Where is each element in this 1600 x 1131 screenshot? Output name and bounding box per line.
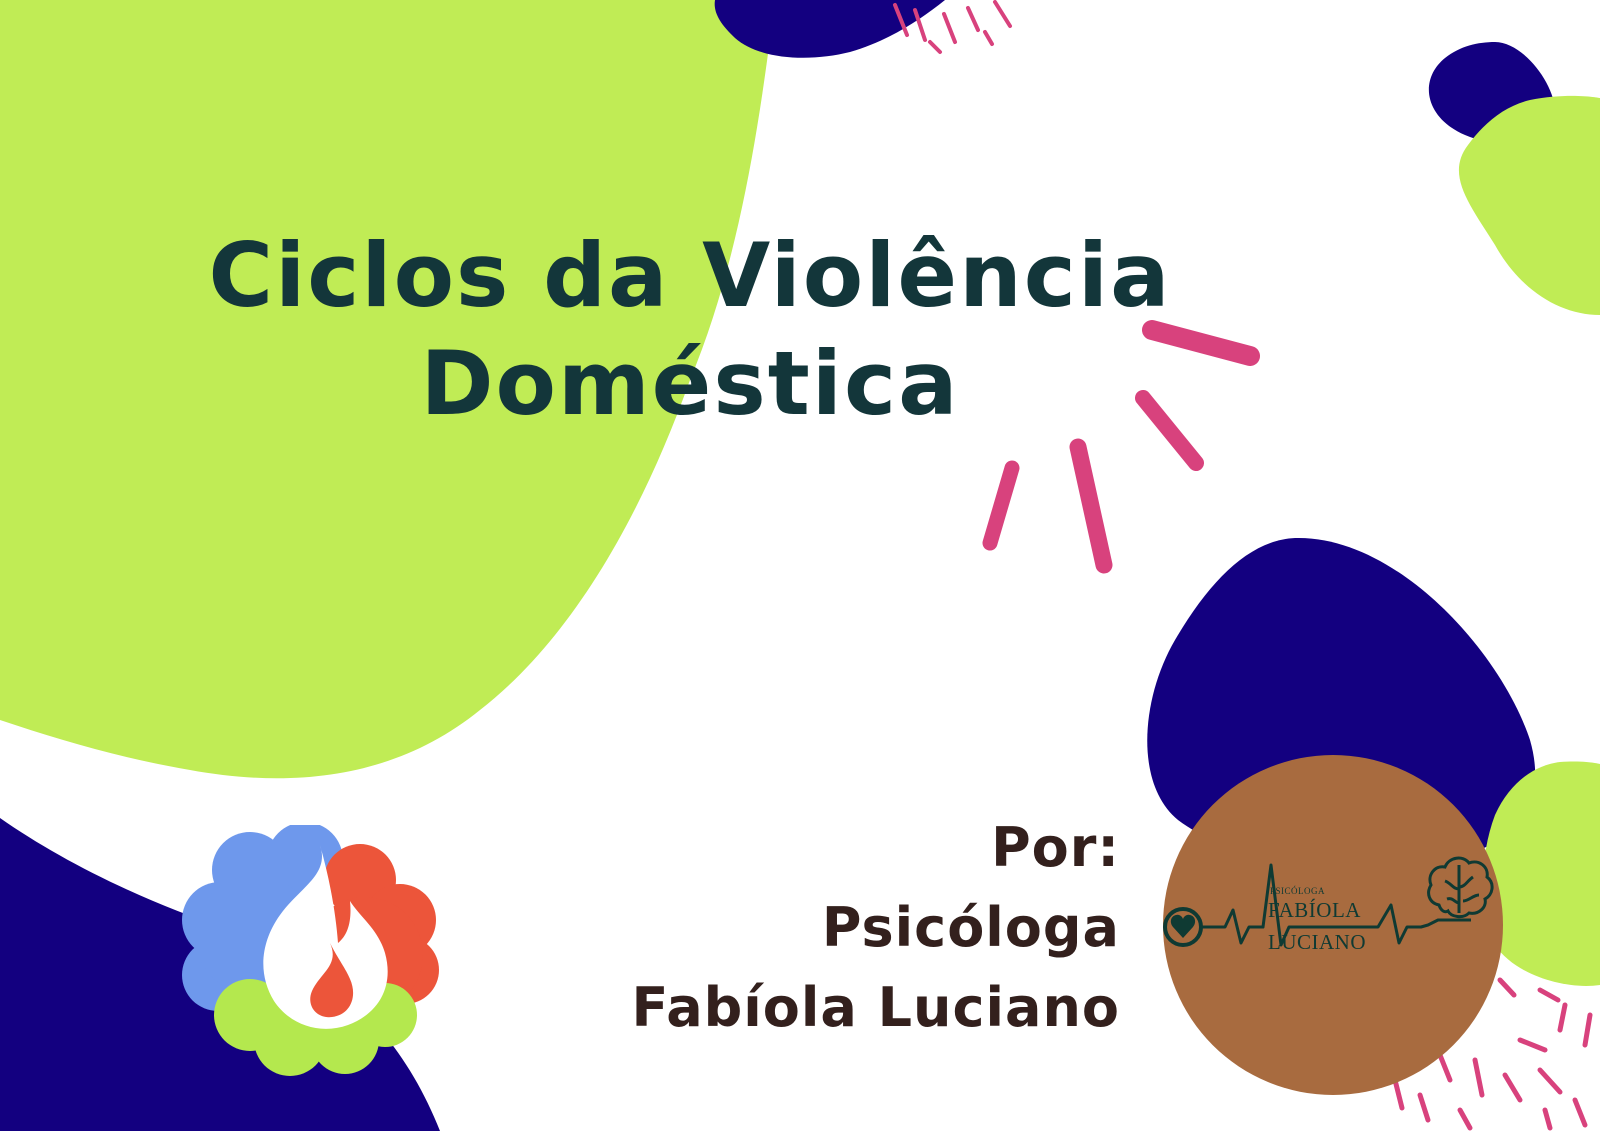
title-line-1: Ciclos da Violência	[208, 224, 1172, 327]
author-name: Fabíola Luciano	[631, 976, 1120, 1039]
brand-logo-name-line-1: FABÍOLA	[1268, 898, 1361, 922]
title-line-2: Doméstica	[420, 332, 960, 435]
badge-circle	[1163, 755, 1503, 1095]
flame-flower-logo	[180, 825, 450, 1080]
brand-logo-name-line-2: LUCIANO	[1268, 930, 1366, 954]
author-credit	[560, 808, 1120, 1048]
author-prefix: Por:	[991, 816, 1120, 879]
brand-logo-badge	[1163, 755, 1503, 1095]
brand-logo-subtitle: PSICÓLOGA	[1270, 886, 1326, 896]
page-title	[140, 222, 1240, 438]
author-role: Psicóloga	[821, 896, 1120, 959]
